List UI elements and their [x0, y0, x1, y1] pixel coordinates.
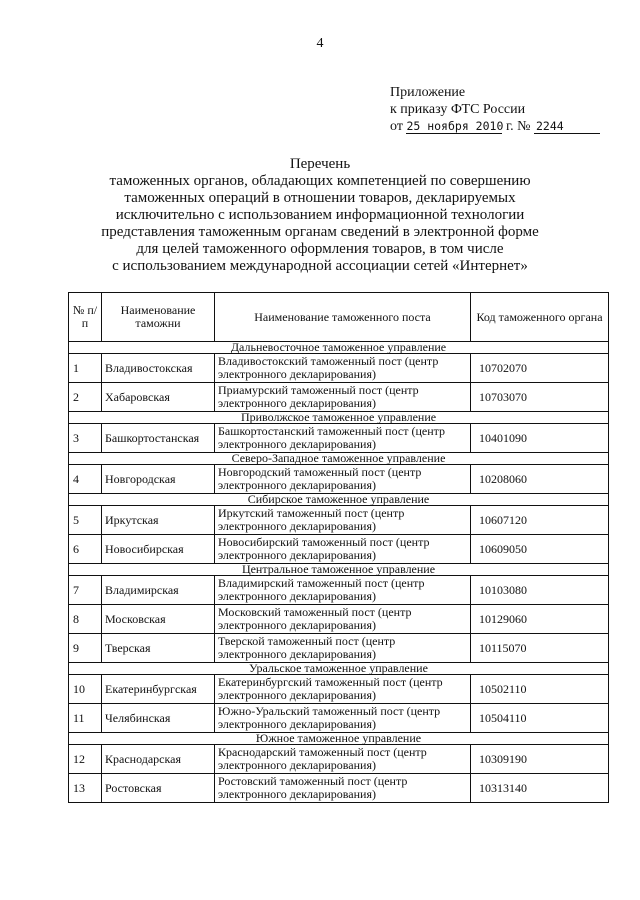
post-name-line: Южно-Уральский таможенный пост (центр — [218, 704, 441, 718]
appendix-title: Приложение — [390, 85, 466, 100]
post-name-line: электронного декларирования) — [218, 519, 376, 533]
section-row — [69, 733, 609, 745]
title-line: представления таможенным органам сведений в электронной форме — [101, 224, 539, 240]
post-name — [215, 774, 471, 803]
row-number: 4 — [69, 465, 102, 494]
customs-code: 10502110 — [471, 675, 609, 704]
customs-code: 10607120 — [471, 506, 609, 535]
post-name-line: Новгородский таможенный пост (центр — [218, 465, 422, 479]
customs-name: Хабаровская — [102, 383, 215, 412]
post-name — [215, 634, 471, 663]
customs-name: Челябинская — [102, 704, 215, 733]
post-name — [215, 383, 471, 412]
section-row — [69, 494, 609, 506]
section-title: Сибирское таможенное управление — [69, 494, 609, 506]
section-title: Приволжское таможенное управление — [69, 412, 609, 424]
section-title: Центральное таможенное управление — [69, 564, 609, 576]
post-name-line: Московский таможенный пост (центр — [218, 605, 412, 619]
post-name — [215, 506, 471, 535]
customs-name: Екатеринбургская — [102, 675, 215, 704]
section-title: Дальневосточное таможенное управление — [69, 342, 609, 354]
customs-name: Владивостокская — [102, 354, 215, 383]
section-title: Северо-Западное таможенное управление — [69, 453, 609, 465]
table-header-row — [69, 293, 609, 342]
post-name-line: электронного декларирования) — [218, 717, 376, 731]
row-number: 8 — [69, 605, 102, 634]
section-row — [69, 663, 609, 675]
post-name-line: электронного декларирования) — [218, 688, 376, 702]
table-row — [69, 774, 609, 803]
customs-code: 10208060 — [471, 465, 609, 494]
customs-name: Тверская — [102, 634, 215, 663]
section-row — [69, 453, 609, 465]
customs-code: 10702070 — [471, 354, 609, 383]
customs-code: 10115070 — [471, 634, 609, 663]
post-name — [215, 745, 471, 774]
post-name-line: Новосибирский таможенный пост (центр — [218, 535, 430, 549]
customs-name: Краснодарская — [102, 745, 215, 774]
post-name-line: Приамурский таможенный пост (центр — [218, 383, 419, 397]
table-row — [69, 424, 609, 453]
post-name-line: Иркутский таможенный пост (центр — [218, 506, 405, 520]
customs-code: 10504110 — [471, 704, 609, 733]
post-name-line: Екатеринбургский таможенный пост (центр — [218, 675, 443, 689]
customs-code: 10313140 — [471, 774, 609, 803]
post-name-line: Краснодарский таможенный пост (центр — [218, 745, 427, 759]
title-line: Перечень — [289, 156, 351, 172]
title-line: таможенных операций в отношении товаров, декларируемых — [124, 190, 516, 206]
post-name — [215, 605, 471, 634]
table-row — [69, 576, 609, 605]
table-row — [69, 634, 609, 663]
post-name-line: электронного декларирования) — [218, 367, 376, 381]
appendix-order-ref: к приказу ФТС России — [390, 102, 526, 117]
post-name — [215, 465, 471, 494]
row-number: 2 — [69, 383, 102, 412]
section-row — [69, 342, 609, 354]
row-number: 7 — [69, 576, 102, 605]
appendix-number: 2244 — [534, 120, 600, 134]
table-row — [69, 605, 609, 634]
appendix-block — [390, 84, 600, 135]
customs-name: Иркутская — [102, 506, 215, 535]
post-name-line: электронного декларирования) — [218, 758, 376, 772]
title-line: таможенных органов, обладающих компетенцией по совершению — [109, 173, 531, 189]
row-number: 10 — [69, 675, 102, 704]
appendix-date-line — [390, 118, 600, 135]
row-number: 5 — [69, 506, 102, 535]
customs-code: 10103080 — [471, 576, 609, 605]
row-number: 6 — [69, 535, 102, 564]
post-name — [215, 424, 471, 453]
post-name-line: электронного декларирования) — [218, 589, 376, 603]
post-name-line: электронного декларирования) — [218, 478, 376, 492]
post-name-line: электронного декларирования) — [218, 396, 376, 410]
customs-name: Владимирская — [102, 576, 215, 605]
post-name-line: электронного декларирования) — [218, 647, 376, 661]
table-row — [69, 383, 609, 412]
table-row — [69, 354, 609, 383]
table-body — [69, 342, 609, 803]
customs-code: 10703070 — [471, 383, 609, 412]
post-name-line: Владивостокский таможенный пост (центр — [218, 354, 439, 368]
post-name-line: Башкортостанский таможенный пост (центр — [218, 424, 446, 438]
section-title: Уральское таможенное управление — [69, 663, 609, 675]
section-row — [69, 564, 609, 576]
customs-name: Московская — [102, 605, 215, 634]
table-row — [69, 745, 609, 774]
customs-name: Новосибирская — [102, 535, 215, 564]
row-number: 13 — [69, 774, 102, 803]
customs-table — [68, 292, 609, 803]
table-row — [69, 535, 609, 564]
header-customs-name: Наименование таможни — [102, 293, 215, 342]
title-line: с использованием международной ассоциации сетей «Интернет» — [112, 258, 528, 274]
table-row — [69, 675, 609, 704]
post-name — [215, 354, 471, 383]
post-name-line: Владимирский таможенный пост (центр — [218, 576, 425, 590]
customs-code: 10129060 — [471, 605, 609, 634]
post-name — [215, 675, 471, 704]
customs-name: Новгородская — [102, 465, 215, 494]
table-row — [69, 465, 609, 494]
table-row — [69, 704, 609, 733]
row-number: 12 — [69, 745, 102, 774]
post-name-line: электронного декларирования) — [218, 437, 376, 451]
post-name-line: электронного декларирования) — [218, 618, 376, 632]
row-number: 9 — [69, 634, 102, 663]
post-name-line: электронного декларирования) — [218, 787, 376, 801]
title-line: для целей таможенного оформления товаров, в том числе — [136, 241, 504, 257]
post-name-line: электронного декларирования) — [218, 548, 376, 562]
appendix-year-suffix: г. № — [505, 119, 531, 134]
post-name-line: Ростовский таможенный пост (центр — [218, 774, 408, 788]
appendix-from-label: от — [390, 119, 403, 134]
header-number: № п/п — [69, 293, 102, 342]
customs-code: 10309190 — [471, 745, 609, 774]
document-title — [0, 156, 640, 275]
title-line: исключительно с использованием информационной технологии — [115, 207, 525, 223]
post-name — [215, 704, 471, 733]
customs-name: Ростовская — [102, 774, 215, 803]
section-title: Южное таможенное управление — [69, 733, 609, 745]
customs-code: 10609050 — [471, 535, 609, 564]
row-number: 1 — [69, 354, 102, 383]
customs-code: 10401090 — [471, 424, 609, 453]
section-row — [69, 412, 609, 424]
header-post-name: Наименование таможенного поста — [215, 293, 471, 342]
row-number: 11 — [69, 704, 102, 733]
post-name — [215, 535, 471, 564]
table-row — [69, 506, 609, 535]
appendix-date: 25 ноября 2010 — [406, 119, 504, 133]
row-number: 3 — [69, 424, 102, 453]
post-name — [215, 576, 471, 605]
header-code: Код таможенного органа — [471, 293, 609, 342]
post-name-line: Тверской таможенный пост (центр — [218, 634, 396, 648]
customs-name: Башкортостанская — [102, 424, 215, 453]
page-number: 4 — [316, 36, 324, 51]
